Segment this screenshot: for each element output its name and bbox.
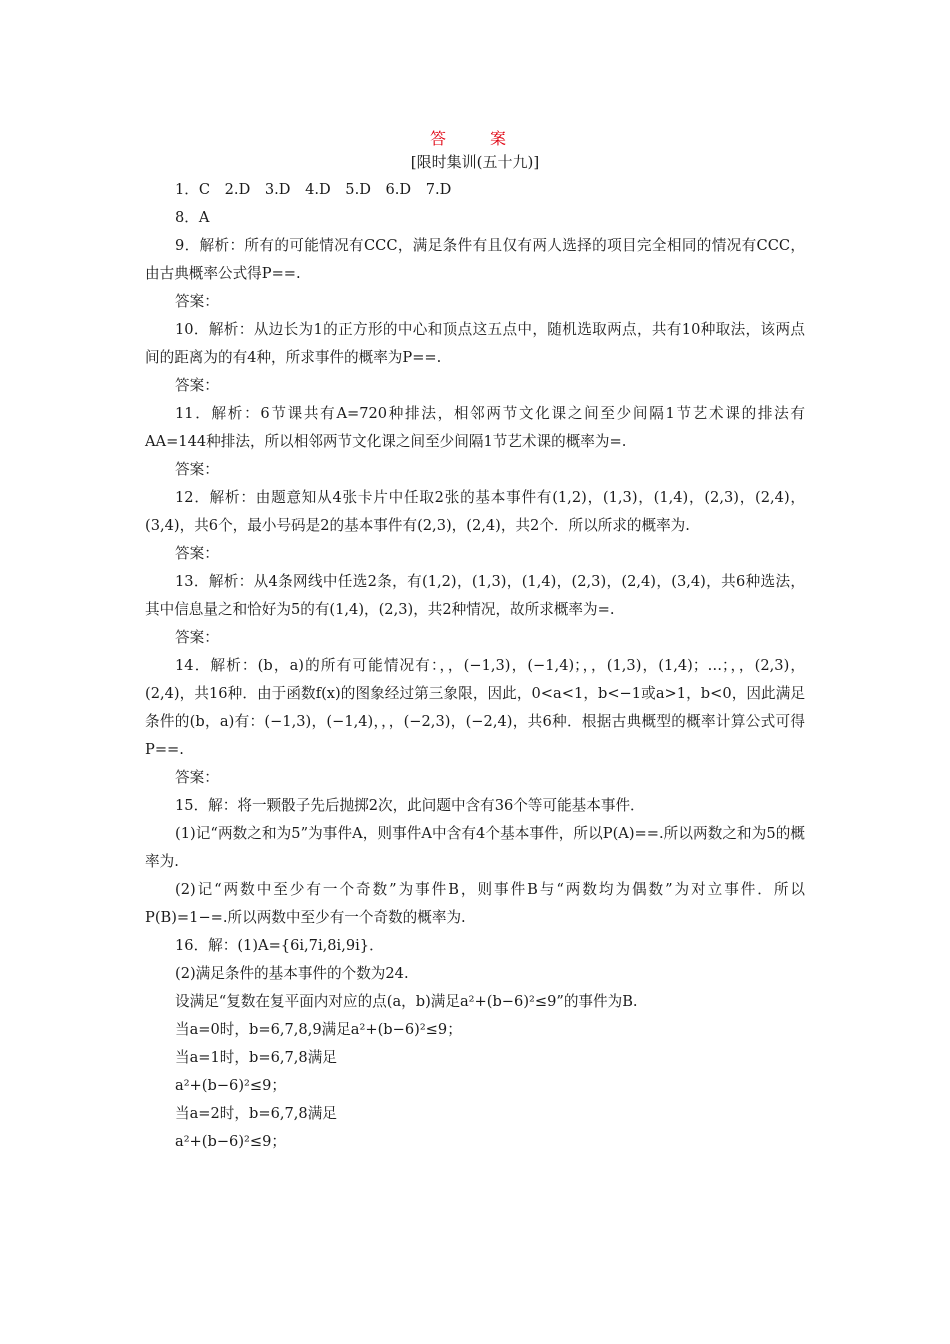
answer-line: (2)满足条件的基本事件的个数为24. xyxy=(175,965,409,982)
section-subtitle: [限时集训(五十九)] xyxy=(410,153,540,171)
answer-line: 8．A xyxy=(175,209,210,226)
page-title: 答 案 xyxy=(429,129,520,148)
answer-label: 答案： xyxy=(175,769,219,786)
answer-line: 16．解：(1)A={6i,7i,8i,9i}． xyxy=(175,937,384,954)
answer-line: a²+(b−6)²≤9； xyxy=(175,1077,286,1094)
answer-line: 13．解析：从4条网线中任选2条，有(1,2)，(1,3)，(1,4)，(2,3)，(2,4)，(3,4)，共6种选法，其中信息量之和恰好为5的有(1,4)，(2,3)，共2种情况，故所求概率为=. xyxy=(145,573,805,618)
answer-line: 当a=2时，b=6,7,8满足 xyxy=(175,1105,337,1122)
answer-line: 设满足“复数在复平面内对应的点(a，b)满足a²+(b−6)²≤9”的事件为B. xyxy=(175,993,638,1010)
answer-label: 答案： xyxy=(175,461,219,478)
answer-line: 10．解析：从边长为1的正方形的中心和顶点这五点中，随机选取两点，共有10种取法，该两点间的距离为的有4种，所求事件的概率为P==. xyxy=(145,321,805,366)
answer-label: 答案： xyxy=(175,293,219,310)
answer-line: 当a=0时，b=6,7,8,9满足a²+(b−6)²≤9； xyxy=(175,1021,462,1038)
answer-label: 答案： xyxy=(175,377,219,394)
answer-line: 12．解析：由题意知从4张卡片中任取2张的基本事件有(1,2)，(1,3)，(1,4)，(2,3)，(2,4)，(3,4)，共6个，最小号码是2的基本事件有(2,3)，(2,4)，共2个．所以所求的概率为. xyxy=(145,489,805,534)
answer-line: 11．解析：6节课共有A=720种排法，相邻两节文化课之间至少间隔1节艺术课的排法有AA=144种排法，所以相邻两节文化课之间至少间隔1节艺术课的概率为=. xyxy=(145,405,805,450)
answer-line: (1)记“两数之和为5”为事件A，则事件A中含有4个基本事件，所以P(A)==.所以两数之和为5的概率为. xyxy=(145,825,805,870)
answer-line: a²+(b−6)²≤9； xyxy=(175,1133,286,1150)
answer-line: 9．解析：所有的可能情况有CCC，满足条件有且仅有两人选择的项目完全相同的情况有CCC，由古典概率公式得P==. xyxy=(145,237,805,282)
answer-label: 答案： xyxy=(175,629,219,646)
answer-line: 当a=1时，b=6,7,8满足 xyxy=(175,1049,337,1066)
answer-line: (2)记“两数中至少有一个奇数”为事件B，则事件B与“两数均为偶数”为对立事件．所以P(B)=1−=.所以两数中至少有一个奇数的概率为. xyxy=(145,881,805,926)
answer-label: 答案： xyxy=(175,545,219,562)
answer-line: 14．解析：(b，a)的所有可能情况有：，，(−1,3)，(−1,4)；，，(1,3)，(1,4)；…；，，(2,3)，(2,4)，共16种．由于函数f(x)的图象经过第三象限，因此，0<a<1，b<−1或a>1，b<0，因此满足条件的(b，a)有：(−1,3)，(−1,4)，，，(−2,3)，(−2,4)，共6种．根据古典概型的概率计算公式可得P==. xyxy=(145,657,805,758)
answer-body xyxy=(145,176,805,1156)
answer-line: 15．解：将一颗骰子先后抛掷2次，此问题中含有36个等可能基本事件． xyxy=(175,797,645,814)
answer-line: 1．C 2.D 3.D 4.D 5.D 6.D 7.D xyxy=(175,181,452,198)
